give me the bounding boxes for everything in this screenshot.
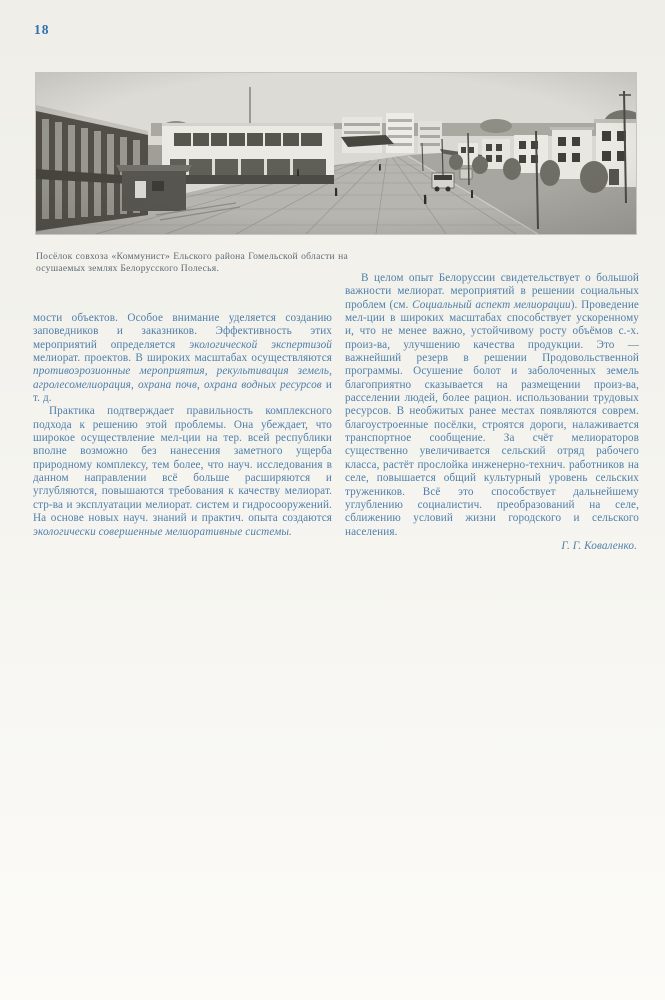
paragraph bbox=[345, 272, 639, 539]
text-run: и т. д. bbox=[33, 378, 332, 405]
text-column-left bbox=[33, 312, 332, 539]
italic-text-run: Социальный аспект мелиорации bbox=[412, 298, 571, 311]
author-signature: Г. Г. Коваленко. bbox=[561, 539, 637, 552]
text-run: Практика подтверждает правильность комплексного подхода к решению этой проблемы. Она убеждает, что широкое осуществление мел-ции на тер. всей республики вполне возможно без нанесения заметного ущерба природному комплексу, тем более, что науч. исследования в данном направлении всё больше расширяются и углубляются, повышаются требования к качеству мелиорат. стр-ва и эксплуатации мелиорат. систем и гидросооружений. На основе новых науч. знаний и практич. опыта создаются bbox=[33, 405, 332, 525]
text-run: В целом опыт Белоруссии свидетельствует о большой важности мелиорат. мероприятий в решении социальных проблем (см. bbox=[345, 272, 639, 311]
italic-text-run: противоэрозионные мероприятия, рекультивация земель, агролесомелиорация, охрана почв, охрана водных ресурсов bbox=[33, 365, 332, 391]
text-run: мелиорат. проектов. В широких масштабах осуществляются bbox=[33, 352, 332, 365]
text-run: мости объектов. Особое внимание уделяется созданию заповедников и заказников. Эффективность этих мероприятий определяется bbox=[33, 312, 332, 351]
italic-text-run: экологической экспертизой bbox=[189, 338, 332, 351]
paragraph bbox=[33, 312, 332, 405]
text-run: ). Проведение мел-ции в широких масштабах способствует ускоренному и, что не менее важно, устойчивому росту объёмов с.-х. произ-ва, улучшению качества продукции. Это — важнейший резерв в решении Продовольственной программы. Осушение болот и заболоченных земель благоприятно сказывается на размещении произ-ва, расселении людей, более рацион. использовании трудовых ресурсов. В необжитых ранее местах появляются соврем. благоустроенные посёлки, строятся дороги, налаживается транспортное сообщение. За счёт мелиораторов существенно увеличивается сельский отряд рабочего класса, растёт прослойка инженерно-технич. работников на селе, повышается общий культурный уровень сельских тружеников. Всё это способствует дальнейшему углублению социалистич. преобразований на селе, сближению условий жизни городского и сельского населения. bbox=[345, 298, 639, 538]
photo-caption: Посёлок совхоза «Коммунист» Ельского района Гомельской области на осушаемых землях Белорусского Полесья. bbox=[36, 251, 348, 274]
page-number: 18 bbox=[34, 22, 50, 37]
paragraph bbox=[33, 405, 332, 538]
village-photo bbox=[36, 73, 636, 234]
text-column-right bbox=[345, 272, 639, 553]
village-photo-illustration bbox=[36, 73, 636, 234]
italic-text-run: экологически совершенные мелиоративные системы. bbox=[33, 525, 292, 538]
